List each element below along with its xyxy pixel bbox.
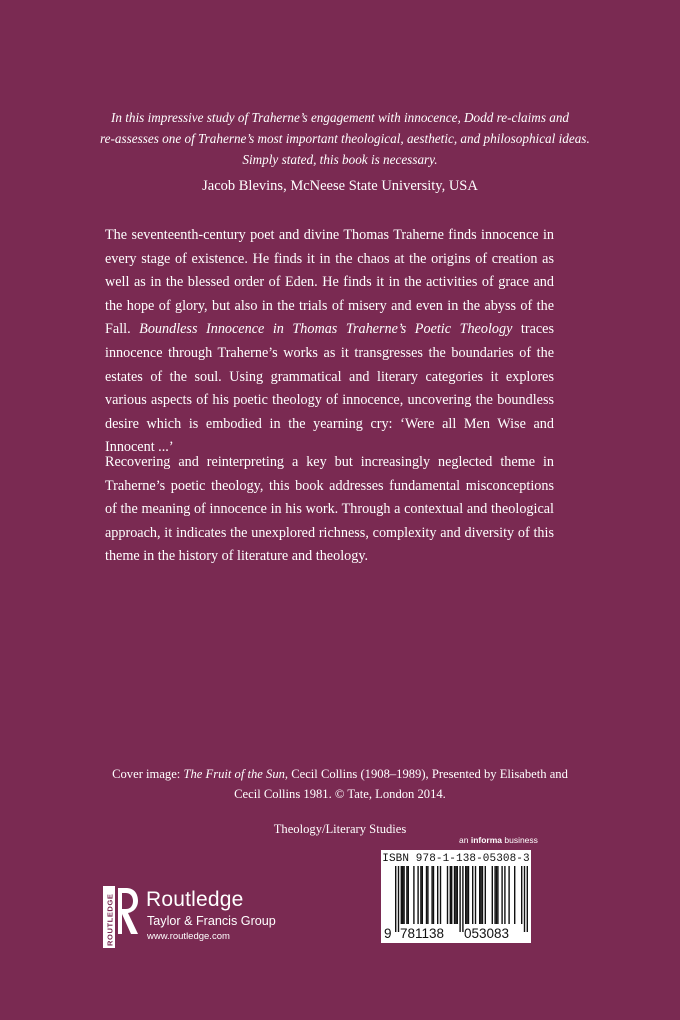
barcode-bar [437, 866, 438, 924]
barcode-bar [433, 866, 434, 924]
description-paragraph-2: Recovering and reinterpreting a key but increasingly neglected theme in Traherne’s poetic theology, this book addresses fundamental misconceptions of the meaning of innocence in his work. Through a contextual and theological approach, it indicates the unexplored richness, complexity and diversity of this theme in the history of literature and theology. [105, 454, 554, 565]
barcode-bar [472, 866, 473, 924]
description-text: The seventeenth-century poet and divine Thomas Traherne finds innocence in every stage of existence. He finds it in the chaos at the origins of creation as well as in the blessed order of Eden. He finds it in the activities of grace and the hope of glory, but also in the trials of misery and even in the abyss of the Fall. [105, 227, 554, 338]
barcode-bar [398, 866, 399, 932]
credit-line: Cecil Collins 1981. © Tate, London 2014. [234, 787, 446, 801]
barcode-digit-first: 9 [384, 926, 392, 941]
barcode-bar [447, 866, 448, 924]
barcode-bar [524, 866, 525, 932]
barcode-digits-left: 781138 [400, 926, 445, 941]
cover-image-credit [60, 764, 620, 804]
barcode-bar [417, 866, 418, 924]
informa-brand: informa [470, 835, 502, 845]
credit-text: , Cecil Collins (1908–1989), Presented by Elisabeth and [284, 767, 568, 781]
barcode-bar [413, 866, 414, 924]
barcode-bar [496, 866, 497, 924]
barcode-bar [480, 866, 481, 924]
barcode-bar [420, 866, 421, 924]
barcode-bar [408, 866, 409, 924]
barcode-bar [485, 866, 486, 924]
artwork-title: The Fruit of the Sun [183, 767, 285, 781]
endorsement-line: Simply stated, this book is necessary. [242, 152, 438, 167]
endorsement-attribution: Jacob Blevins, McNeese State University, USA [202, 178, 478, 194]
barcode-bar [521, 866, 522, 924]
barcode-bar [431, 866, 432, 924]
barcode-bar [454, 866, 455, 924]
routledge-r-mark-icon [102, 884, 142, 952]
description-text: traces innocence through Traherne’s works as it transgresses the boundaries of the estates of the soul. Using grammatical and literary categories it explores various aspects of his poetic theology of innocence, uncovering the boundless desire which is embodied in the yearning cry: ‘Were all Men Wise and Innocent ...’ [105, 321, 554, 456]
credit-prefix: Cover image: [112, 767, 184, 781]
barcode-bar [492, 866, 493, 924]
endorsement-line: In this impressive study of Traherne’s engagement with innocence, Dodd re-claims and [110, 110, 570, 125]
endorsement-quote [100, 107, 590, 170]
barcode-bars [383, 866, 529, 934]
barcode-bar [494, 866, 495, 924]
barcode-bar [455, 866, 456, 924]
barcode-bar [527, 866, 528, 932]
routledge-vertical-wordmark: ROUTLEDGE [105, 893, 115, 946]
barcode-bar [514, 866, 515, 924]
barcode-bar [468, 866, 469, 924]
barcode-bar [402, 866, 403, 924]
barcode-bar [501, 866, 502, 924]
informa-prefix: an [459, 835, 471, 845]
barcode-bar [395, 866, 396, 932]
barcode-bar [479, 866, 480, 924]
barcode-bar [406, 866, 407, 924]
publisher-url: www.routledge.com [147, 931, 230, 942]
barcode-bar [426, 866, 427, 924]
barcode-bar [440, 866, 441, 924]
barcode-bar [427, 866, 428, 924]
isbn-label: ISBN 978-1-138-05308-3 [382, 853, 530, 865]
barcode-bar [508, 866, 509, 924]
book-title: Boundless Innocence in Thomas Traherne’s Poetic Theology [139, 321, 513, 338]
barcode-bar [497, 866, 498, 924]
barcode-bar [462, 866, 463, 932]
barcode-bar [457, 866, 458, 924]
barcode-bar [422, 866, 423, 924]
barcode-bar [482, 866, 483, 924]
barcode-bar [465, 866, 466, 924]
subject-category: Theology/Literary Studies [273, 822, 407, 836]
barcode-bar [466, 866, 467, 924]
barcode-bar [401, 866, 402, 924]
publisher-name: Routledge [146, 888, 244, 911]
barcode-bar [459, 866, 460, 932]
description-paragraph-1 [105, 224, 554, 460]
barcode-bar [475, 866, 476, 924]
barcode-bar [451, 866, 452, 924]
routledge-logo [102, 884, 302, 954]
isbn-barcode [381, 850, 531, 943]
publisher-group: Taylor & Francis Group [147, 914, 276, 928]
barcode-bar [403, 866, 404, 924]
barcode-bar [504, 866, 505, 924]
credit-line [60, 764, 620, 784]
barcode-bar [450, 866, 451, 924]
informa-suffix: business [502, 835, 538, 845]
endorsement-line: re-assesses one of Traherne’s most important theological, aesthetic, and philosophical ideas. [100, 131, 590, 146]
barcode-digits-right: 053083 [464, 926, 510, 941]
informa-business-tag [459, 834, 538, 846]
